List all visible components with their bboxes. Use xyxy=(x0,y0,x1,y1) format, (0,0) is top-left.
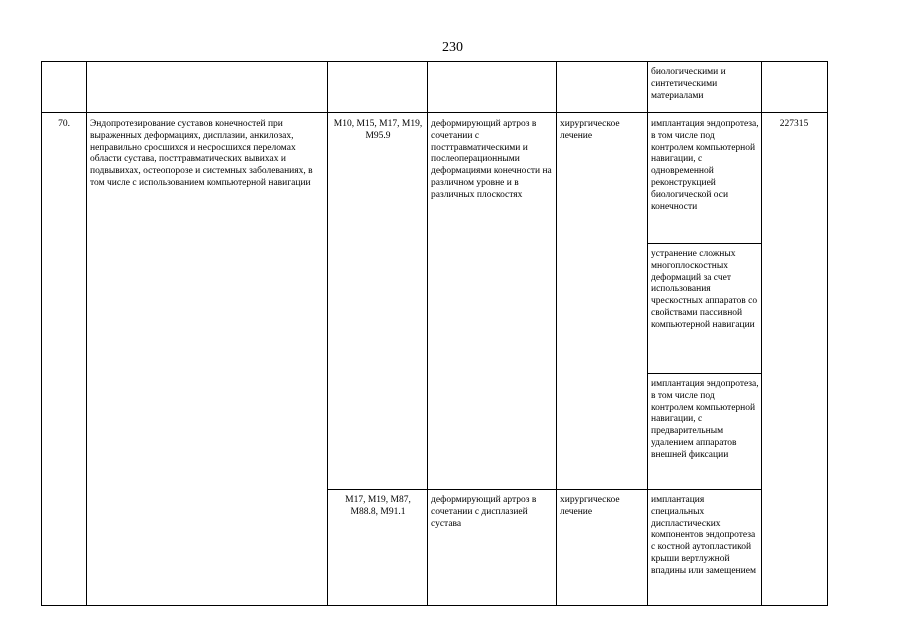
column-divider xyxy=(556,62,557,605)
row-divider xyxy=(647,243,761,244)
column-divider xyxy=(761,62,762,605)
treatment-type: хирургическое лечение xyxy=(560,495,620,517)
treatment-type: хирургическое лечение xyxy=(560,119,620,141)
column-divider xyxy=(647,62,648,605)
medical-care-table xyxy=(41,61,828,606)
column-divider xyxy=(427,62,428,605)
intervention-name: Эндопротезирование суставов конечностей при выраженных деформациях, дисплазии, анкилозах, неправильно сросшихся и несросшихся переломах области сустава, посттравматических вывихах и подвывихах, остеопорозе и системных заболеваниях, в том числе с использованием компьютерной навигации xyxy=(90,119,313,188)
patient-model: деформирующий артроз в сочетании с посттравматическими и послеоперационными деформациями конечности на различном уровне и в различных плоскостях xyxy=(431,119,552,200)
page-number: 230 xyxy=(442,40,463,55)
row-divider xyxy=(647,373,761,374)
icd-codes: M10, M15, M17, M19, M95.9 xyxy=(333,119,423,141)
treatment-method: устранение сложных многоплоскостных деформаций за счет использования чрескостных аппаратов со свойствами пассивной компьютерной навигации xyxy=(651,249,758,330)
treatment-method: имплантация эндопротеза, в том числе под контролем компьютерной навигации, с одновременной реконструкцией биологической оси конечности xyxy=(651,119,759,212)
patient-model: деформирующий артроз в сочетании с дисплазией сустава xyxy=(431,495,537,529)
icd-codes: M17, M19, M87, M88.8, M91.1 xyxy=(345,495,411,517)
row-number: 70. xyxy=(58,119,70,129)
row-divider xyxy=(327,489,761,490)
column-divider xyxy=(86,62,87,605)
row-divider xyxy=(42,112,827,113)
treatment-method: имплантация эндопротеза, в том числе под контролем компьютерной навигации, с предварительным удалением аппаратов внешней фиксации xyxy=(651,379,759,460)
methods-continuation: биологическими и синтетическими материалами xyxy=(651,67,726,101)
column-divider xyxy=(327,62,328,605)
cost-value: 227315 xyxy=(779,119,809,129)
treatment-method: имплантация специальных диспластических компонентов эндопротеза с костной аутопластикой крыши вертлужной впадины или замещением xyxy=(651,495,756,576)
